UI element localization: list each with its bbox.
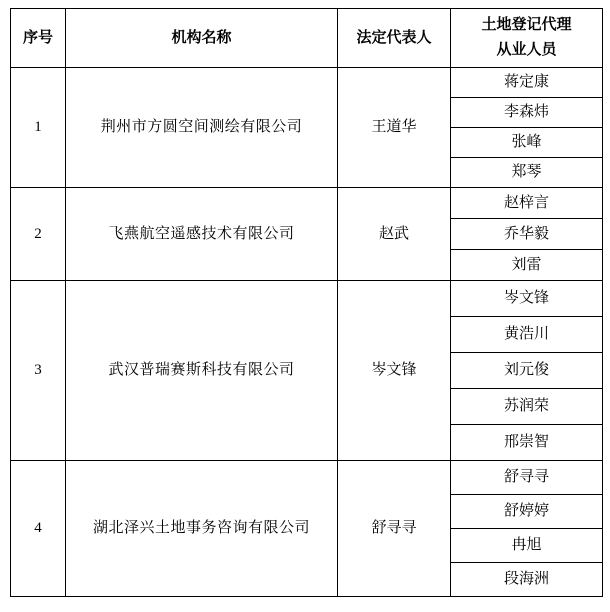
cell-no: 1 [11, 68, 66, 188]
cell-staff-name: 张峰 [451, 128, 603, 158]
cell-staff-name: 舒寻寻 [451, 461, 603, 495]
cell-no: 2 [11, 188, 66, 281]
header-staff-line2: 从业人员 [496, 42, 557, 58]
cell-staff-name: 段海洲 [451, 563, 603, 597]
cell-staff-name: 赵梓言 [451, 188, 603, 219]
header-rep: 法定代表人 [338, 9, 451, 68]
cell-staff-name: 李森炜 [451, 98, 603, 128]
table-row [11, 68, 603, 98]
cell-staff-name: 郑琴 [451, 158, 603, 188]
cell-staff-name: 邢崇智 [451, 425, 603, 461]
cell-staff-name: 刘雷 [451, 250, 603, 281]
org-row-group-4 [11, 461, 603, 597]
cell-legal-rep: 岑文锋 [338, 281, 451, 461]
cell-no: 4 [11, 461, 66, 597]
org-row-group-1 [11, 68, 603, 188]
cell-no: 3 [11, 281, 66, 461]
registry-table [10, 8, 603, 597]
table-row [11, 461, 603, 495]
cell-org-name: 飞燕航空遥感技术有限公司 [66, 188, 338, 281]
header-staff [451, 9, 603, 68]
cell-legal-rep: 王道华 [338, 68, 451, 188]
table-row [11, 281, 603, 317]
cell-staff-name: 岑文锋 [451, 281, 603, 317]
cell-staff-name: 黄浩川 [451, 317, 603, 353]
header-staff-line1: 土地登记代理 [481, 16, 572, 33]
cell-staff-name: 刘元俊 [451, 353, 603, 389]
org-row-group-2 [11, 188, 603, 281]
cell-staff-name: 乔华毅 [451, 219, 603, 250]
header-row [11, 9, 603, 68]
org-row-group-3 [11, 281, 603, 461]
cell-org-name: 湖北泽兴土地事务咨询有限公司 [66, 461, 338, 597]
cell-staff-name: 舒婷婷 [451, 495, 603, 529]
cell-org-name: 武汉普瑞赛斯科技有限公司 [66, 281, 338, 461]
cell-staff-name: 苏润荣 [451, 389, 603, 425]
header-org: 机构名称 [66, 9, 338, 68]
table-header [11, 9, 603, 68]
cell-org-name: 荆州市方圆空间测绘有限公司 [66, 68, 338, 188]
header-no: 序号 [11, 9, 66, 68]
cell-staff-name: 冉旭 [451, 529, 603, 563]
table-row [11, 188, 603, 219]
cell-legal-rep: 舒寻寻 [338, 461, 451, 597]
cell-legal-rep: 赵武 [338, 188, 451, 281]
cell-staff-name: 蒋定康 [451, 68, 603, 98]
